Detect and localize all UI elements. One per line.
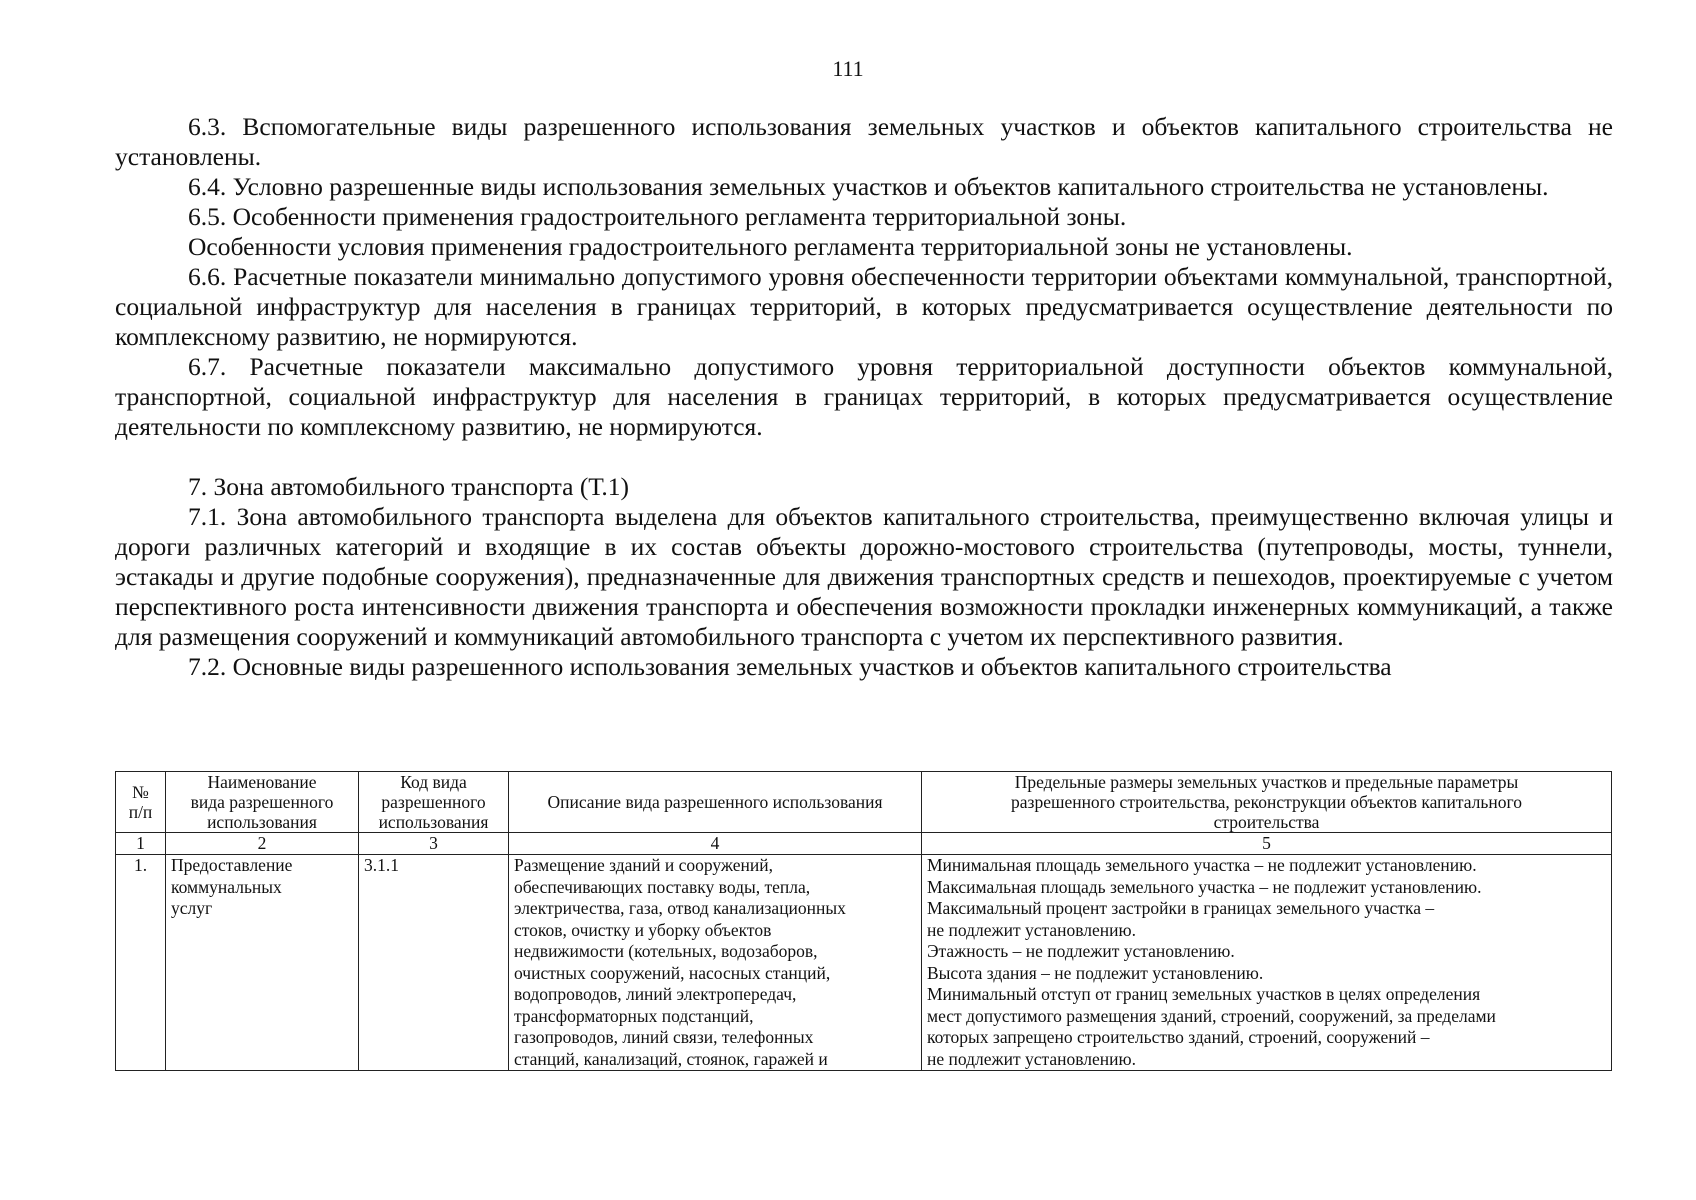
paragraph-6-6: 6.6. Расчетные показатели минимально допустимого уровня обеспеченности территории объектами коммунальной, транспортной, социальной инфраструктур для населения в границах территорий, в которых предусматривается осуществление деятельности по комплексному развитию, не нормируются. — [115, 262, 1613, 351]
header-line: использования — [207, 812, 317, 832]
paragraph-6-4: 6.4. Условно разрешенные виды использования земельных участков и объектов капитального строительства не установлены. — [188, 172, 1549, 201]
cell-line: услуг — [171, 898, 213, 918]
column-number: 4 — [509, 833, 922, 855]
paragraph-6-5-note: Особенности условия применения градостроительного регламента территориальной зоны не установлены. — [188, 232, 1353, 261]
cell-line: очистных сооружений, насосных станций, — [514, 962, 831, 983]
header-number — [116, 772, 166, 833]
cell-line: не подлежит установлению. — [927, 919, 1136, 940]
paragraph-6-3: 6.3. Вспомогательные виды разрешенного использования земельных участков и объектов капитального строительства не установлены. — [115, 112, 1613, 171]
body-text — [115, 112, 1613, 682]
cell-line: Минимальный отступ от границ земельных участков в целях определения — [927, 984, 1481, 1004]
header-line: Описание вида разрешенного использования — [547, 792, 883, 812]
column-number: 2 — [166, 833, 359, 855]
cell-line: Максимальный процент застройки в границах земельного участка – — [927, 898, 1435, 918]
header-limit-parameters — [922, 772, 1612, 833]
cell-line: Минимальная площадь земельного участка – не подлежит установлению. — [927, 855, 1477, 875]
permitted-use-table — [115, 771, 1612, 1071]
column-number-row — [116, 833, 1612, 855]
page-number: 111 — [832, 56, 864, 81]
header-line: Наименование — [207, 772, 317, 792]
column-number: 1 — [116, 833, 166, 855]
header-line: разрешенного строительства, реконструкции объектов капитального — [1011, 792, 1522, 812]
cell-use-name — [166, 855, 359, 1071]
cell-line: трансформаторных подстанций, — [514, 1005, 754, 1026]
header-use-code — [359, 772, 509, 833]
cell-line: электричества, газа, отвод канализационных — [514, 898, 846, 918]
paragraph-7-1: 7.1. Зона автомобильного транспорта выделена для объектов капитального строительства, преимущественно включая улицы и дороги различных категорий и входящие в их состав объекты дорожно-мостового строительства (путепроводы, мосты, туннели, эстакады и другие подобные сооружения), предназначенные для движения транспортных средств и пешеходов, проектируемые с учетом перспективного роста интенсивности движения транспорта и обеспечения возможности прокладки инженерных коммуникаций, а также для размещения сооружений и коммуникаций автомобильного транспорта с учетом их перспективного развития. — [115, 502, 1613, 651]
header-line: разрешенного — [381, 792, 486, 812]
cell-line: которых запрещено строительство зданий, строений, сооружений – — [927, 1027, 1430, 1047]
section-heading-7: 7. Зона автомобильного транспорта (Т.1) — [188, 472, 629, 501]
header-line: Предельные размеры земельных участков и предельные параметры — [1014, 772, 1519, 792]
cell-line: Размещение зданий и сооружений, — [514, 855, 774, 875]
table-row — [116, 855, 1612, 1071]
header-line: строительства — [1213, 812, 1320, 832]
cell-line: газопроводов, линий связи, телефонных — [514, 1027, 814, 1047]
header-line: Код вида — [400, 772, 467, 792]
column-number: 3 — [359, 833, 509, 855]
paragraph-6-7: 6.7. Расчетные показатели максимально допустимого уровня территориальной доступности объектов коммунальной, транспортной, социальной инфраструктур для населения в границах территорий, в которых предусматривается осуществление деятельности по комплексному развитию, не нормируются. — [115, 352, 1613, 441]
cell-line: Высота здания – не подлежит установлению. — [927, 962, 1264, 983]
header-line: вида разрешенного — [190, 792, 334, 812]
cell-line: недвижимости (котельных, водозаборов, — [514, 941, 818, 961]
header-line: п/п — [128, 802, 153, 822]
cell-line: коммунальных — [171, 876, 282, 897]
cell-row-number: 1. — [116, 855, 166, 1071]
cell-line: стоков, очистку и уборку объектов — [514, 919, 772, 940]
cell-line: не подлежит установлению. — [927, 1048, 1136, 1069]
header-line: № — [132, 782, 149, 802]
cell-line: водопроводов, линий электропередач, — [514, 984, 797, 1004]
cell-line: мест допустимого размещения зданий, строений, сооружений, за пределами — [927, 1005, 1496, 1026]
cell-limit-parameters — [922, 855, 1612, 1071]
cell-use-code: 3.1.1 — [359, 855, 509, 1071]
header-use-description — [509, 772, 922, 833]
column-number: 5 — [922, 833, 1612, 855]
paragraph-7-2: 7.2. Основные виды разрешенного использования земельных участков и объектов капитального строительства — [188, 652, 1392, 681]
header-line: использования — [378, 812, 489, 832]
table-header-row — [116, 772, 1612, 833]
paragraph-6-5: 6.5. Особенности применения градостроительного регламента территориальной зоны. — [188, 202, 1127, 231]
cell-use-description — [509, 855, 922, 1071]
cell-line: обеспечивающих поставку воды, тепла, — [514, 876, 811, 897]
cell-line: станций, канализаций, стоянок, гаражей и — [514, 1048, 828, 1069]
header-use-name — [166, 772, 359, 833]
cell-line: Предоставление — [171, 855, 293, 875]
cell-line: Максимальная площадь земельного участка – не подлежит установлению. — [927, 876, 1482, 897]
cell-line: Этажность – не подлежит установлению. — [927, 941, 1235, 961]
